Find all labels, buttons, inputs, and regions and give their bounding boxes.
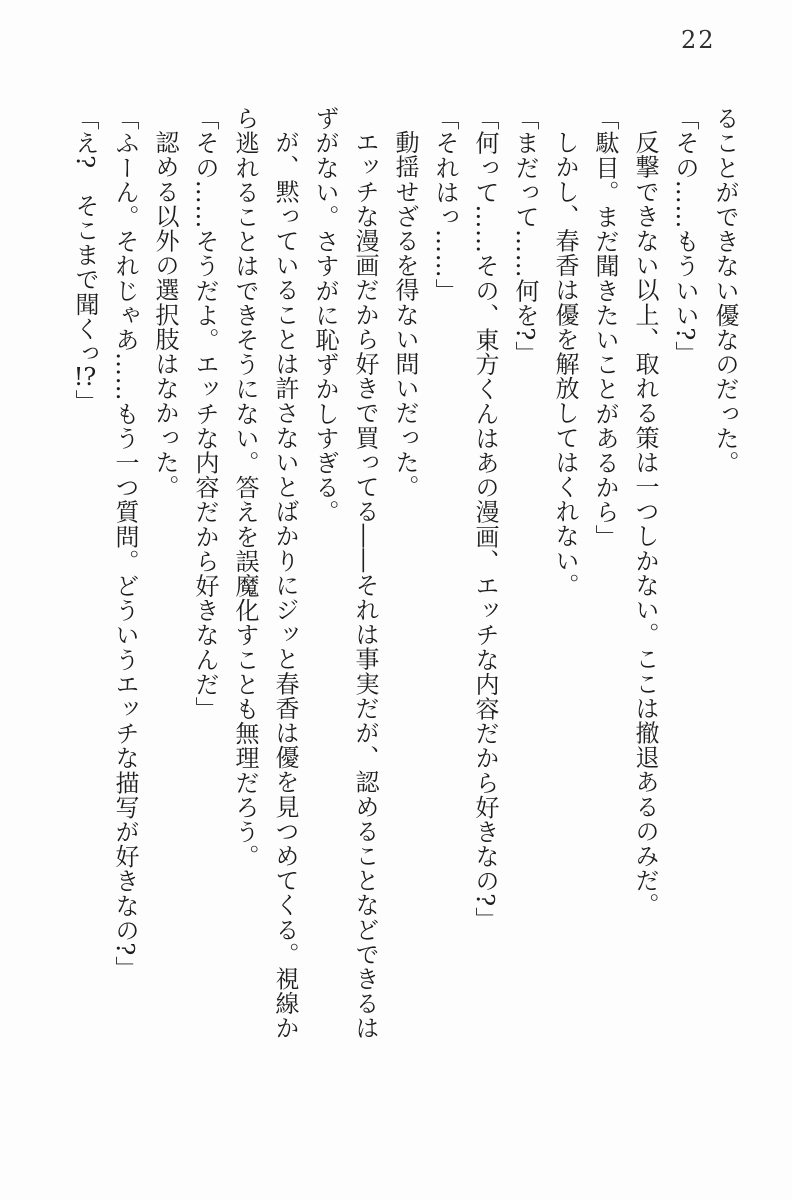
text-line-10: エッチな漫画だから好きで買ってる――それは事実だが、認めることなどできるは xyxy=(351,130,379,1041)
text-line-3: 反撃できない以上、取れる策は一つしかない。ここは撤退あるのみだ。 xyxy=(631,130,659,918)
text-line-16: 「ふーん。それじゃあ……もう一つ質問。どういうエッチな描写が好きなの?」 xyxy=(111,106,139,981)
text-line-6: 「まだって……何を?」 xyxy=(511,106,539,366)
text-line-12: が、黙っていることは許さないとばかりにジッと春香は優を見つめてくる。視線か xyxy=(271,130,299,1041)
page-number: 22 xyxy=(681,26,716,54)
text-line-13: ら逃れることはできそうにない。答えを誤魔化すことも無理だろう。 xyxy=(231,106,259,869)
text-line-2: 「その……もういい?」 xyxy=(671,106,699,366)
text-line-5: しかし、春香は優を解放してはくれない。 xyxy=(551,130,579,598)
text-line-1: ることができない優なのだった。 xyxy=(711,106,739,475)
text-line-8: 「それはっ……」 xyxy=(431,106,459,303)
text-block xyxy=(61,106,745,1194)
text-line-15: 認める以外の選択肢はなかった。 xyxy=(151,130,179,499)
text-line-14: 「その……そうだよ。エッチな内容だから好きなんだ」 xyxy=(191,106,219,721)
text-segment: 」 xyxy=(71,389,99,415)
text-line-9: 動揺せざるを得ない問いだった。 xyxy=(391,130,419,499)
text-line-11: ずがない。さすがに恥ずかしすぎる。 xyxy=(311,106,339,525)
tatechuyoko-segment: !? xyxy=(73,365,97,390)
text-segment: 「え? そこまで聞くっ xyxy=(71,106,99,366)
text-line-7: 「何って……その、東方くんはあの漫画、エッチな内容だから好きなの?」 xyxy=(471,106,499,932)
text-line-4: 「駄目。まだ聞きたいことがあるから」 xyxy=(591,106,619,549)
text-line-17 xyxy=(65,106,105,1194)
